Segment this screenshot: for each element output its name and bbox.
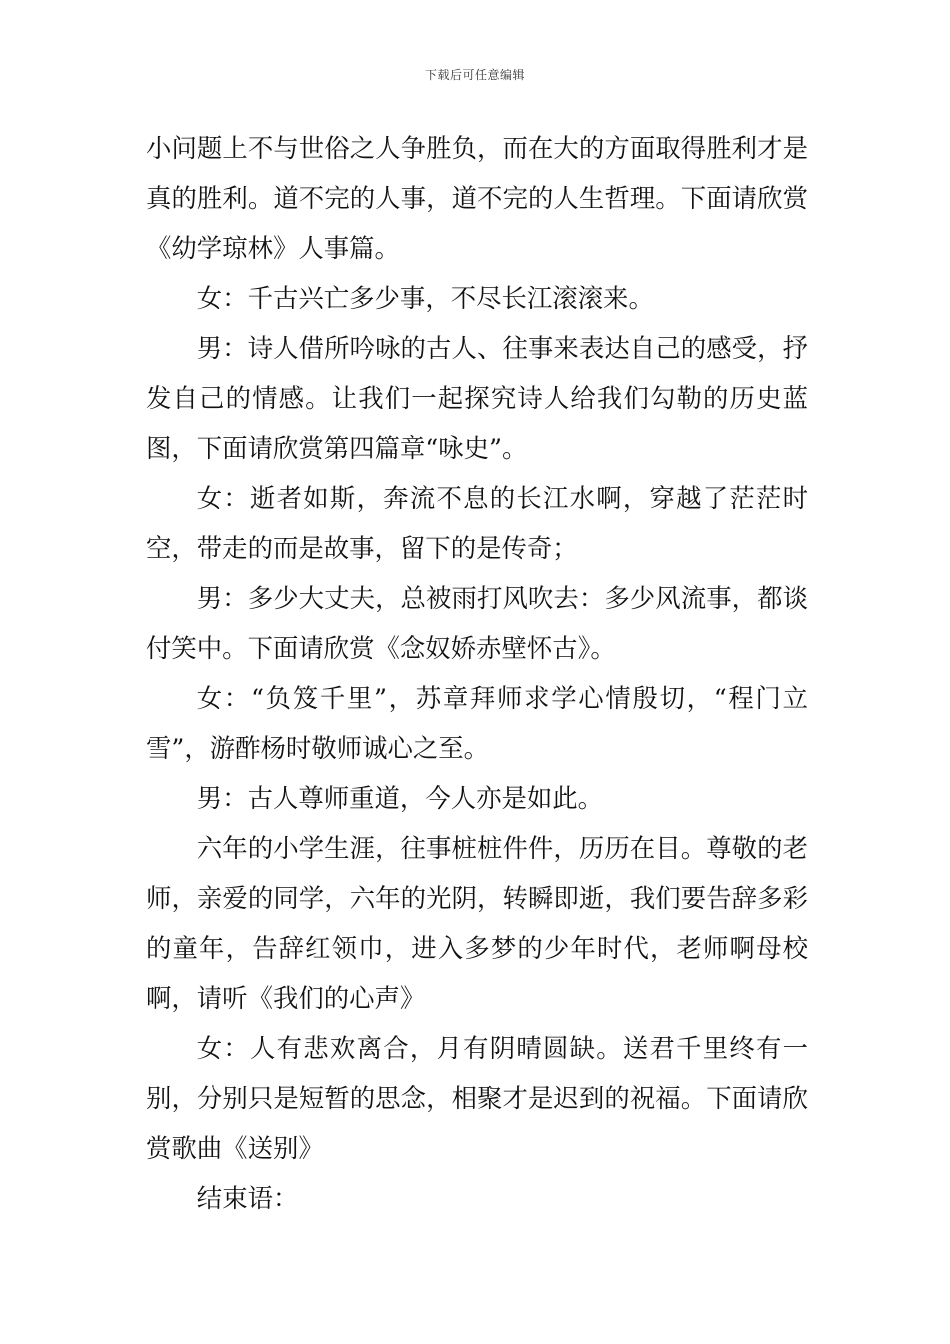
paragraph-2: 女：千古兴亡多少事，不尽长江滚滚来。 — [196, 283, 654, 313]
paragraph-8: 六年的小学生涯，往事桩桩件件，历历在目。尊敬的老师，亲爱的同学，六年的光阴，转瞬即逝，我们要告辞多彩的童年，告辞红领巾，进入多梦的少年时代，老师啊母校啊，请听《我们的心声》 — [146, 833, 808, 1013]
paragraph-6: 女：“负笈千里”，苏章拜师求学心情殷切，“程门立雪”，游酢杨时敬师诚心之至。 — [146, 683, 808, 763]
paragraph-5: 男：多少大丈夫，总被雨打风吹去：多少风流事，都谈付笑中。下面请欣赏《念奴娇赤壁怀古》。 — [146, 583, 808, 663]
paragraph-4: 女：逝者如斯，奔流不息的长江水啊，穿越了茫茫时空，带走的而是故事，留下的是传奇； — [146, 483, 808, 563]
paragraph-9: 女：人有悲欢离合，月有阴晴圆缺。送君千里终有一别，分别只是短暂的思念，相聚才是迟到的祝福。下面请欣赏歌曲《送别》 — [146, 1033, 808, 1163]
paragraph-3: 男：诗人借所吟咏的古人、往事来表达自己的感受，抒发自己的情感。让我们一起探究诗人给我们勾勒的历史蓝图，下面请欣赏第四篇章“咏史”。 — [146, 333, 808, 463]
paragraph-7: 男：古人尊师重道，今人亦是如此。 — [196, 783, 604, 813]
paragraph-10: 结束语： — [196, 1183, 299, 1213]
paragraph-1: 小问题上不与世俗之人争胜负，而在大的方面取得胜利才是真的胜利。道不完的人事，道不完的人生哲理。下面请欣赏《幼学琼林》人事篇。 — [146, 133, 808, 263]
document-body — [146, 123, 808, 1223]
page-header: 下载后可任意编辑 — [424, 68, 525, 82]
